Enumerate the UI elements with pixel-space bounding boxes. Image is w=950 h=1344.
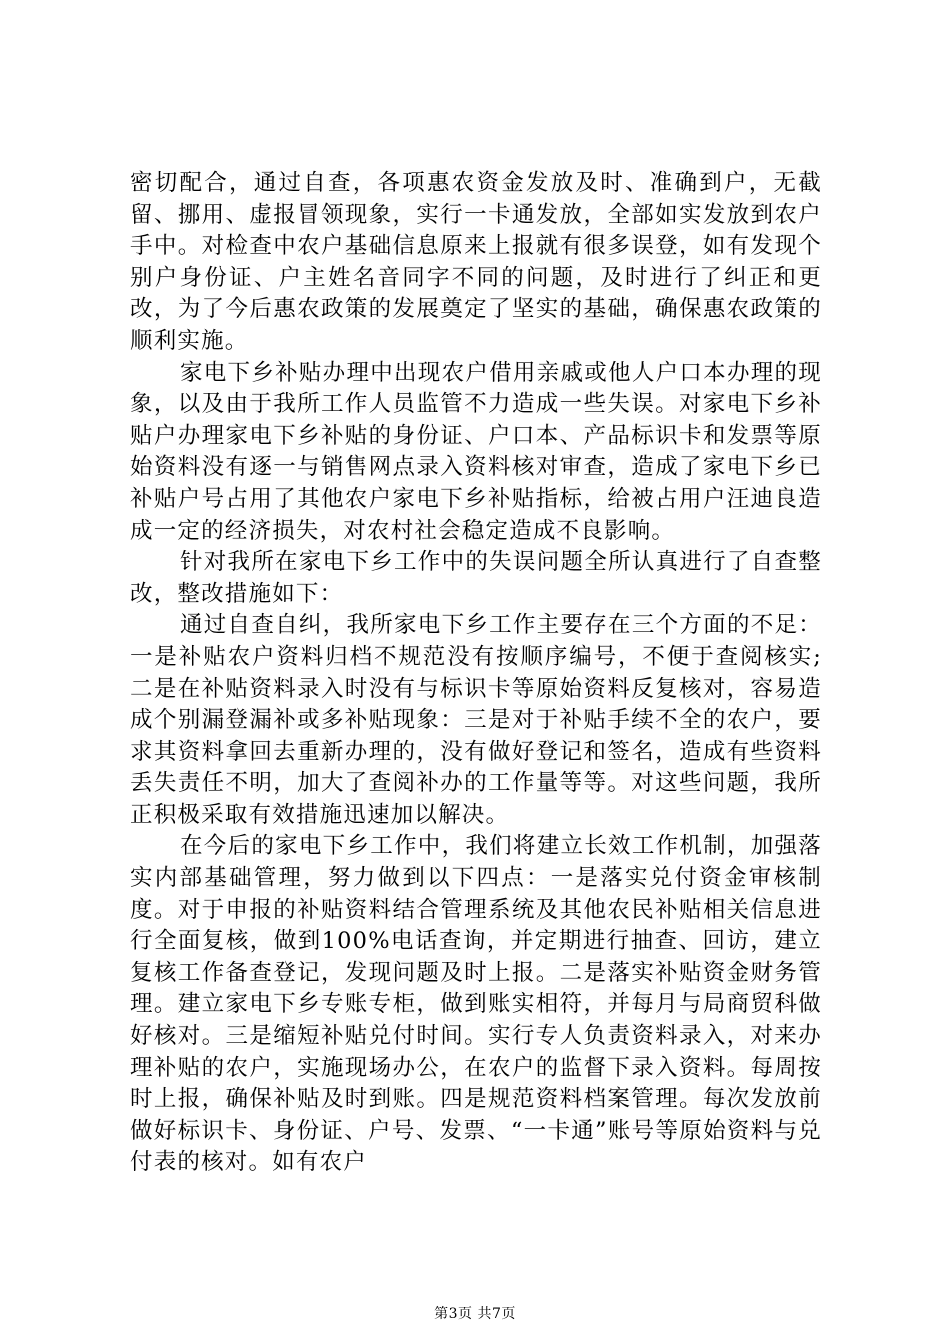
paragraph-1: 密切配合，通过自查，各项惠农资金发放及时、准确到户，无截留、挪用、虚报冒领现象，实行一卡通发放，全部如实发放到农户手中。对检查中农户基础信息原来上报就有很多误登，如有发现个别户身份证、户主姓名音同字不同的问题，及时进行了纠正和更改，为了今后惠农政策的发展奠定了坚实的基础，确保惠农政策的顺利实施。 (130, 170, 822, 354)
paragraph-4: 通过自查自纠，我所家电下乡工作主要存在三个方面的不足：一是补贴农户资料归档不规范没有按顺序编号，不便于查阅核实;二是在补贴资料录入时没有与标识卡等原始资料反复核对，容易造成个别漏登漏补或多补贴现象：三是对于补贴手续不全的农户，要求其资料拿回去重新办理的，没有做好登记和签名，造成有些资料丢失责任不明，加大了查阅补办的工作量等等。对这些问题，我所正积极采取有效措施迅速加以解决。 (130, 612, 822, 828)
page-number-footer: 第3页 共7页 (434, 1306, 516, 1322)
paragraph-3: 针对我所在家电下乡工作中的失误问题全所认真进行了自查整改，整改措施如下： (130, 549, 822, 607)
paragraph-5: 在今后的家电下乡工作中，我们将建立长效工作机制，加强落实内部基础管理，努力做到以下四点：一是落实兑付资金审核制度。对于申报的补贴资料结合管理系统及其他农民补贴相关信息进行全面复核，做到100%电话查询，并定期进行抽查、回访，建立复核工作备查登记，发现问题及时上报。二是落实补贴资金财务管理。建立家电下乡专账专柜，做到账实相符，并每月与局商贸科做好核对。三是缩短补贴兑付时间。实行专人负责资料录入，对来办理补贴的农户，实施现场办公，在农户的监督下录入资料。每周按时上报，确保补贴及时到账。四是规范资料档案管理。每次发放前做好标识卡、身份证、户号、发票、“一卡通”账号等原始资料与兑付表的核对。如有农户 (130, 833, 822, 1176)
paragraph-2: 家电下乡补贴办理中出现农户借用亲戚或他人户口本办理的现象，以及由于我所工作人员监管不力造成一些失误。对家电下乡补贴户办理家电下乡补贴的身份证、户口本、产品标识卡和发票等原始资料没有逐一与销售网点录入资料核对审查，造成了家电下乡已补贴户号占用了其他农户家电下乡补贴指标，给被占用户汪迪良造成一定的经济损失，对农村社会稳定造成不良影响。 (130, 359, 822, 544)
document-body (130, 168, 822, 1179)
